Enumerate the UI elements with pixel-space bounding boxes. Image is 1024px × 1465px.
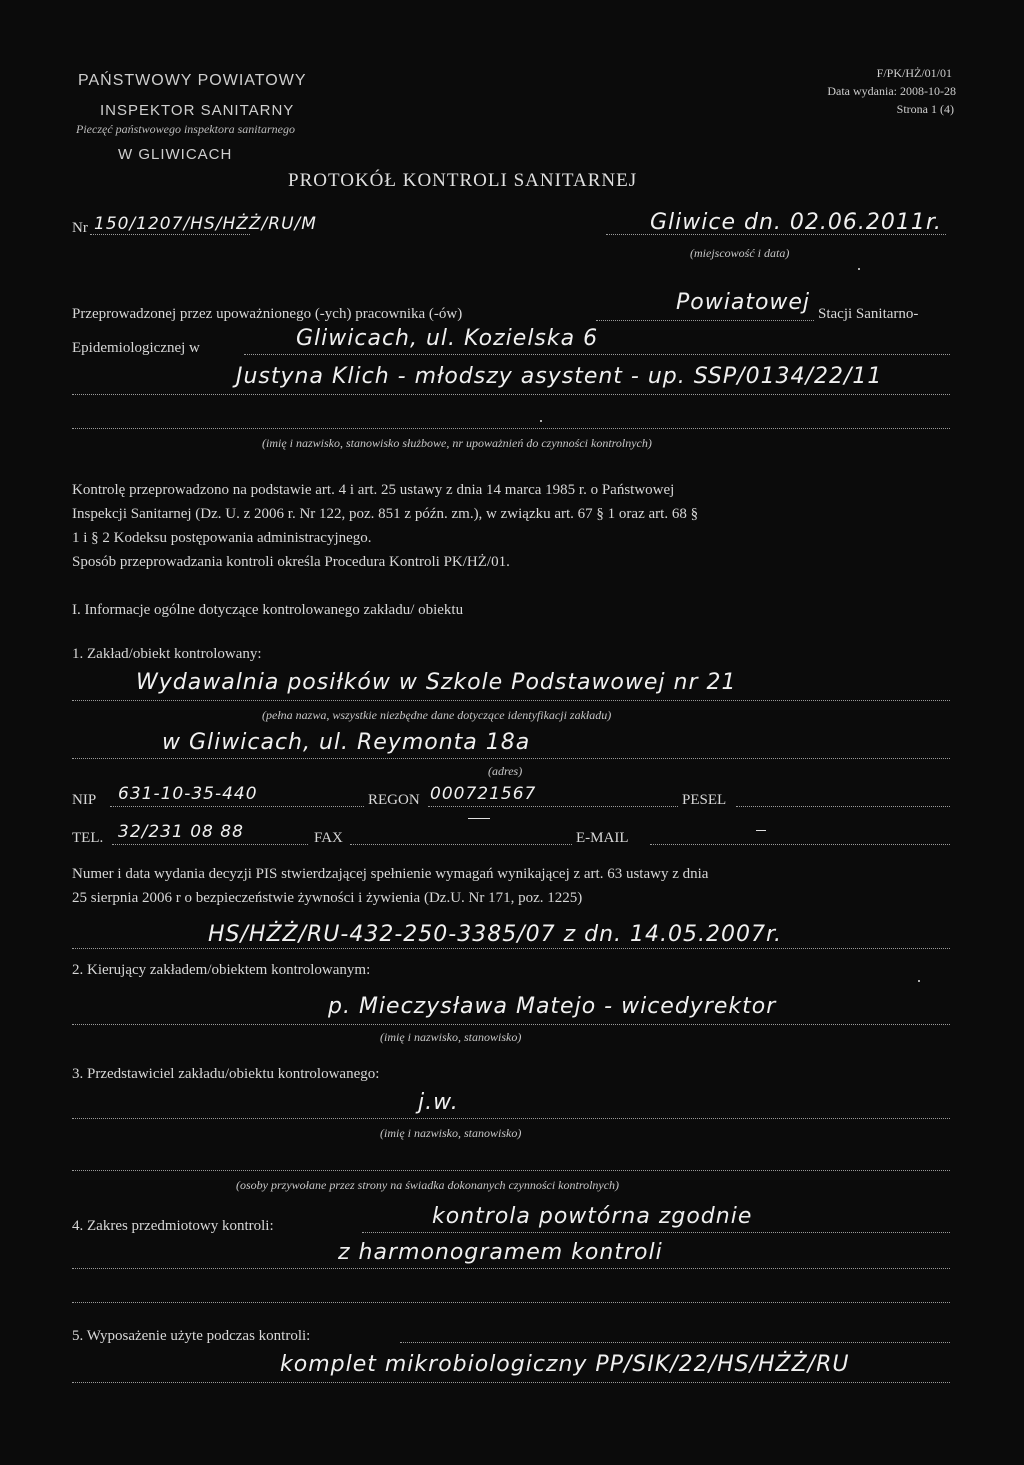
regon-value: 000721567 [430,784,537,804]
fax-dots [350,844,572,845]
inspector-extra-dots [72,428,950,429]
inspector-intro: Przeprowadzonej przez upoważnionego (-ych) pracownika (-ów) [72,306,463,322]
item-3-dots [72,1118,950,1119]
number-dots [90,234,250,235]
witness-caption: (osoby przywołane przez strony na świadka dokonanych czynności kontrolnych) [236,1178,620,1192]
legal-basis-line-2: Inspekcji Sanitarnej (Dz. U. z 2006 r. Nr 122, poz. 851 z późn. zm.), w związku art. 67 § 1 oraz art. 68 § [72,506,699,522]
nip-label: NIP [72,792,97,808]
item-2-label: 2. Kierujący zakładem/obiektem kontrolowanym: [72,962,371,978]
decision-line-1: Numer i data wydania decyzji PIS stwierdzającej spełnienie wymagań wynikającej z art. 63 ustawy z dnia [72,866,709,882]
facility-manager-caption: (imię i nazwisko, stanowisko) [380,1030,522,1044]
tel-value: 32/231 08 88 [118,822,244,842]
nip-dots [110,806,364,807]
regon-label: REGON [368,792,420,808]
email-dash [756,830,766,831]
station-suffix: Stacji Sanitarno- [818,306,919,322]
section-1-heading: I. Informacje ogólne dotyczące kontrolowanego zakładu/ obiektu [72,602,464,618]
item-1-address-dots [72,758,950,759]
scan-speck [540,420,542,422]
station-address-dots [244,354,950,355]
inspector-caption: (imię i nazwisko, stanowisko służbowe, nr upoważnień do czynności kontrolnych) [262,436,652,450]
item-5-dots-1 [400,1342,950,1343]
decision-line-2: 25 sierpnia 2006 r o bezpieczeństwie żywności i żywienia (Dz.U. Nr 171, poz. 1225) [72,890,583,906]
facility-name-caption: (pełna nazwa, wszystkie niezbędne dane dotyczące identyfikacji zakładu) [262,708,612,722]
scan-speck [858,268,860,270]
facility-manager: p. Mieczysława Matejo - wicedyrektor [328,994,777,1019]
stamp-note: Pieczęć państwowego inspektora sanitarnego [76,122,295,136]
inspection-equipment: komplet mikrobiologiczny PP/SIK/22/HS/HŻŻ/RU [280,1352,850,1377]
item-1-label: 1. Zakład/obiekt kontrolowany: [72,646,262,662]
facility-address-caption: (adres) [488,764,523,778]
office-line-2: INSPEKTOR SANITARNY [100,102,295,119]
item-5-dots-2 [72,1382,950,1383]
fax-label: FAX [314,830,343,846]
email-label: E-MAIL [576,830,629,846]
station-address: Gliwicach, ul. Kozielska 6 [296,326,599,351]
issue-date: Data wydania: 2008-10-28 [827,84,956,98]
inspection-scope-line-2: z harmonogramem kontroli [338,1240,663,1265]
email-dots [650,844,950,845]
item-4-dots-1 [362,1232,950,1233]
pesel-label: PESEL [682,792,727,808]
station-line2-prefix: Epidemiologicznej w [72,340,200,356]
inspection-scope-line-1: kontrola powtórna zgodnie [432,1204,753,1229]
office-line-1: PAŃSTWOWY POWIATOWY [78,72,307,89]
number-label: Nr [72,220,88,236]
legal-basis-line-3: 1 i § 2 Kodeksu postępowania administracyjnego. [72,530,372,546]
legal-basis-line-4: Sposób przeprowadzania kontroli określa Procedura Kontroli PK/HŻ/01. [72,554,510,570]
facility-name: Wydawalnia posiłków w Szkole Podstawowej nr 21 [136,670,737,695]
item-2-dots [72,1024,950,1025]
station-dots [596,320,814,321]
item-1-name-dots [72,700,950,701]
scan-speck [918,980,920,982]
document-title: PROTOKÓŁ KONTROLI SANITARNEJ [288,170,638,191]
protocol-number: 150/1207/HS/HŻŻ/RU/M [94,214,317,234]
page-info: Strona 1 (4) [896,102,954,116]
place-date: Gliwice dn. 02.06.2011r. [650,210,942,235]
item-3-label: 3. Przedstawiciel zakładu/obiektu kontrolowanego: [72,1066,380,1082]
tel-label: TEL. [72,830,104,846]
station-type: Powiatowej [676,290,811,315]
item-4-dots-3 [72,1302,950,1303]
legal-basis-line-1: Kontrolę przeprowadzono na podstawie art. 4 i art. 25 ustawy z dnia 14 marca 1985 r. o Państwowej [72,482,675,498]
office-line-3: W GLIWICACH [118,146,233,163]
place-date-caption: (miejscowość i data) [690,246,790,260]
witness-dots [72,1170,950,1171]
facility-address: w Gliwicach, ul. Reymonta 18a [162,730,531,755]
regon-dots [428,806,678,807]
fax-dash [468,818,490,819]
nip-value: 631-10-35-440 [118,784,258,804]
pesel-dots [736,806,950,807]
facility-representative: j.w. [418,1090,459,1115]
item-5-label: 5. Wyposażenie użyte podczas kontroli: [72,1328,311,1344]
inspector-person-dots [72,394,950,395]
decision-value: HS/HŻŻ/RU-432-250-3385/07 z dn. 14.05.2007r. [208,922,783,947]
tel-dots [112,844,308,845]
item-4-label: 4. Zakres przedmiotowy kontroli: [72,1218,274,1234]
decision-dots [72,948,950,949]
inspector-person: Justyna Klich - młodszy asystent - up. SSP/0134/22/11 [236,364,883,389]
facility-representative-caption: (imię i nazwisko, stanowisko) [380,1126,522,1140]
doc-code: F/PK/HŻ/01/01 [876,66,952,80]
item-4-dots-2 [72,1268,950,1269]
